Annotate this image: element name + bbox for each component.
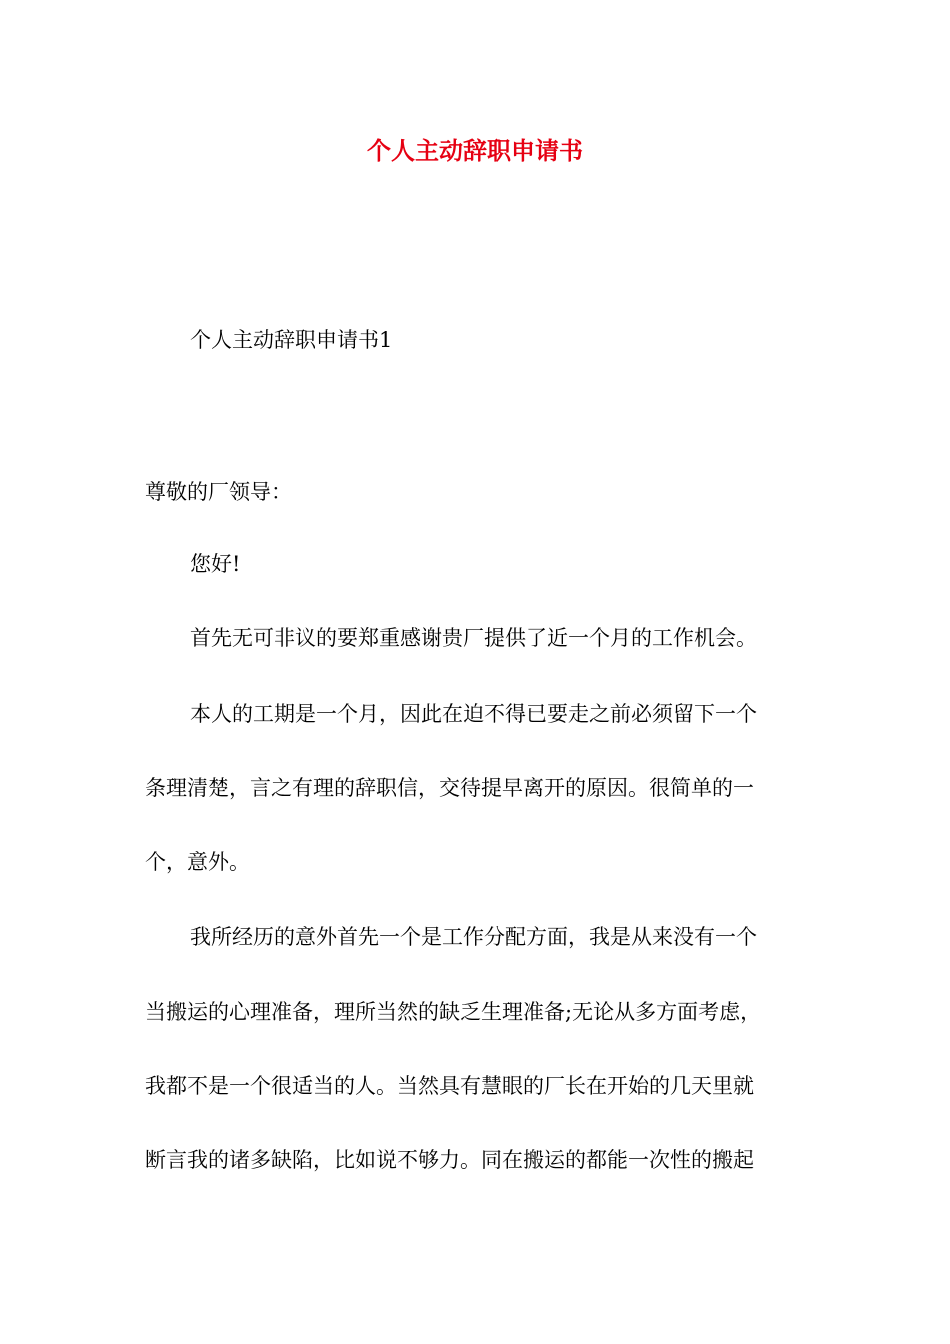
section-heading: 个人主动辞职申请书1 [190, 328, 393, 352]
body-line: 个，意外。 [145, 850, 250, 874]
body-line: 首先无可非议的要郑重感谢贵厂提供了近一个月的工作机会。 [190, 626, 757, 650]
body-line: 我都不是一个很适当的人。当然具有慧眼的厂长在开始的几天里就 [145, 1074, 754, 1098]
body-line: 断言我的诸多缺陷，比如说不够力。同在搬运的都能一次性的搬起 [145, 1148, 754, 1172]
body-line: 本人的工期是一个月，因此在迫不得已要走之前必须留下一个 [190, 702, 757, 726]
salutation: 尊敬的厂领导： [145, 480, 292, 504]
body-line: 条理清楚，言之有理的辞职信，交待提早离开的原因。很简单的一 [145, 776, 754, 800]
body-line: 当搬运的心理准备，理所当然的缺乏生理准备;无论从多方面考虑， [145, 1000, 762, 1024]
document-title: 个人主动辞职申请书 [367, 136, 583, 165]
body-line: 我所经历的意外首先一个是工作分配方面，我是从来没有一个 [190, 925, 757, 949]
greeting: 您好! [190, 552, 241, 576]
